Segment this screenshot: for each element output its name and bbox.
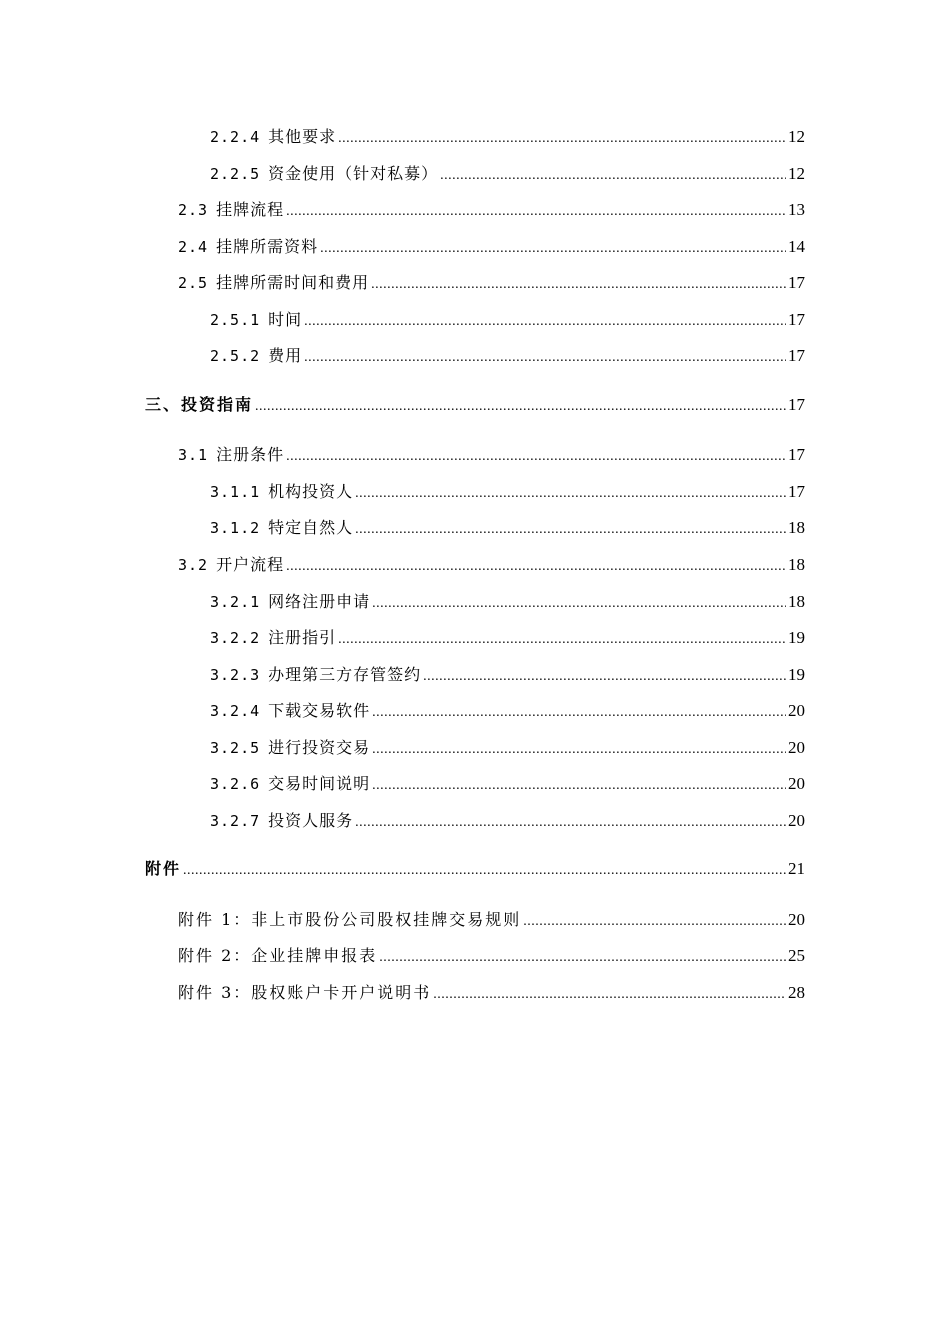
toc-entry-number: 2.5.2 (210, 347, 261, 365)
toc-entry-appendix-1[interactable] (178, 907, 805, 933)
toc-entry-number: 3.2.5 (210, 739, 261, 757)
toc-entry-label (178, 270, 369, 296)
toc-page-number: 21 (788, 859, 805, 878)
toc-page-number: 17 (788, 482, 805, 501)
toc-entry-label (145, 856, 181, 882)
toc-entry-title: 交易时间说明 (268, 774, 371, 793)
toc-entry-label (178, 442, 284, 468)
toc-entry-number: 附件 3： (178, 983, 252, 1002)
toc-entry-label (210, 307, 302, 333)
toc-entry-label (210, 343, 302, 369)
toc-leader-dots (255, 394, 786, 420)
toc-entry-title: 股权账户卡开户说明书 (251, 983, 432, 1002)
toc-leader-dots (355, 517, 786, 543)
toc-entry-title: 办理第三方存管签约 (268, 665, 422, 684)
toc-entry-title: 投资人服务 (268, 811, 354, 830)
toc-leader-dots (371, 272, 786, 298)
toc-leader-dots (440, 163, 786, 189)
toc-page-number: 17 (788, 273, 805, 292)
toc-entry-number: 3.2.7 (210, 812, 261, 830)
toc-entry-label (178, 943, 377, 969)
toc-entry-3-2[interactable] (178, 552, 805, 578)
toc-entry-2-5[interactable] (178, 270, 805, 296)
toc-page-number: 13 (788, 200, 805, 219)
toc-entry-2-4[interactable] (178, 234, 805, 260)
toc-leader-dots (372, 737, 786, 763)
toc-entry-label (210, 625, 336, 651)
toc-entry-number: 3.1.2 (210, 519, 261, 537)
toc-leader-dots (304, 345, 786, 371)
toc-leader-dots (372, 591, 786, 617)
toc-entry-title: 机构投资人 (268, 482, 354, 501)
toc-entry-number: 2.2.4 (210, 128, 261, 146)
toc-page-number: 12 (788, 127, 805, 146)
toc-page-number: 17 (788, 395, 805, 414)
toc-entry-title: 时间 (268, 310, 303, 329)
toc-page-number: 20 (788, 701, 805, 720)
toc-entry-label (178, 234, 318, 260)
toc-entry-number: 3.2.4 (210, 702, 261, 720)
toc-leader-dots (286, 444, 786, 470)
toc-entry-number: 3.1 (178, 446, 209, 464)
toc-entry-2-5-2[interactable] (210, 343, 805, 369)
toc-entry-title: 资金使用（针对私募） (268, 164, 439, 183)
toc-page-number: 20 (788, 910, 805, 929)
toc-page-number: 20 (788, 738, 805, 757)
toc-entry-label (210, 589, 370, 615)
toc-entry-label (210, 698, 370, 724)
toc-entry-label (210, 479, 353, 505)
toc-entry-number: 2.5.1 (210, 311, 261, 329)
toc-entry-title: 网络注册申请 (268, 592, 371, 611)
toc-entry-title: 特定自然人 (268, 518, 354, 537)
toc-entry-number: 3.2.6 (210, 775, 261, 793)
toc-entry-3-1-1[interactable] (210, 479, 805, 505)
toc-entry-number: 3.1.1 (210, 483, 261, 501)
toc-page-number: 20 (788, 811, 805, 830)
toc-entry-number: 附件 1： (178, 910, 252, 929)
toc-entry-title: 下载交易软件 (268, 701, 371, 720)
toc-entry-number: 3.2 (178, 556, 209, 574)
toc-page-number: 18 (788, 518, 805, 537)
toc-leader-dots (304, 309, 786, 335)
toc-entry-3-2-3[interactable] (210, 662, 805, 688)
toc-entry-3-2-1[interactable] (210, 589, 805, 615)
toc-entry-3-2-4[interactable] (210, 698, 805, 724)
toc-entry-label (145, 392, 253, 418)
toc-entry-label (178, 552, 284, 578)
toc-entry-number: 2.5 (178, 274, 209, 292)
toc-entry-number: 附件 2： (178, 946, 252, 965)
toc-page-number: 14 (788, 237, 805, 256)
toc-entry-label (210, 808, 353, 834)
toc-entry-title: 进行投资交易 (268, 738, 371, 757)
toc-entry-number: 3.2.2 (210, 629, 261, 647)
toc-page-number: 18 (788, 592, 805, 611)
toc-entry-label (210, 515, 353, 541)
toc-entry-label (210, 771, 370, 797)
toc-entry-chapter-3[interactable] (145, 392, 805, 418)
toc-entry-label (210, 161, 438, 187)
toc-entry-3-1-2[interactable] (210, 515, 805, 541)
toc-leader-dots (338, 627, 786, 653)
toc-entry-label (210, 124, 336, 150)
toc-entry-2-2-4[interactable] (210, 124, 805, 150)
toc-entry-3-2-5[interactable] (210, 735, 805, 761)
toc-leader-dots (433, 982, 786, 1008)
toc-entry-appendices[interactable] (145, 856, 805, 882)
toc-entry-title: 注册指引 (268, 628, 337, 647)
toc-leader-dots (320, 236, 786, 262)
toc-entry-3-2-2[interactable] (210, 625, 805, 651)
toc-leader-dots (423, 664, 786, 690)
toc-leader-dots (183, 858, 786, 884)
toc-entry-label (178, 980, 431, 1006)
toc-page-number: 20 (788, 774, 805, 793)
toc-entry-2-2-5[interactable] (210, 161, 805, 187)
toc-entry-label (178, 197, 284, 223)
toc-entry-3-1[interactable] (178, 442, 805, 468)
toc-leader-dots (355, 481, 786, 507)
toc-entry-number: 2.2.5 (210, 165, 261, 183)
toc-page-number: 17 (788, 346, 805, 365)
toc-page-number: 19 (788, 628, 805, 647)
toc-leader-dots (338, 126, 786, 152)
toc-entry-2-3[interactable] (178, 197, 805, 223)
toc-leader-dots (372, 773, 786, 799)
toc-entry-label (210, 662, 421, 688)
toc-entry-title: 挂牌流程 (216, 200, 285, 219)
toc-entry-appendix-2[interactable] (178, 943, 805, 969)
toc-entry-title: 非上市股份公司股权挂牌交易规则 (251, 910, 522, 929)
toc-entry-number: 2.3 (178, 201, 209, 219)
toc-entry-title: 开户流程 (216, 555, 285, 574)
toc-entry-number: 3.2.1 (210, 593, 261, 611)
toc-entry-label (178, 907, 521, 933)
toc-page-number: 28 (788, 983, 805, 1002)
toc-page-number: 18 (788, 555, 805, 574)
toc-leader-dots (379, 945, 786, 971)
toc-leader-dots (372, 700, 786, 726)
toc-entry-title: 费用 (268, 346, 303, 365)
toc-entry-number: 三、 (145, 395, 182, 414)
toc-entry-title: 挂牌所需时间和费用 (216, 273, 370, 292)
toc-leader-dots (355, 810, 786, 836)
toc-page-number: 25 (788, 946, 805, 965)
toc-entry-title: 投资指南 (181, 395, 254, 414)
toc-entry-label (210, 735, 370, 761)
toc-entry-2-5-1[interactable] (210, 307, 805, 333)
toc-leader-dots (286, 199, 786, 225)
toc-entry-title: 注册条件 (216, 445, 285, 464)
toc-entry-title: 企业挂牌申报表 (251, 946, 378, 965)
toc-page-number: 19 (788, 665, 805, 684)
toc-entry-number: 2.4 (178, 238, 209, 256)
toc-entry-3-2-6[interactable] (210, 771, 805, 797)
toc-page-number: 17 (788, 445, 805, 464)
toc-leader-dots (286, 554, 786, 580)
toc-entry-title: 挂牌所需资料 (216, 237, 319, 256)
toc-page-number: 17 (788, 310, 805, 329)
toc-entry-appendix-3[interactable] (178, 980, 805, 1006)
toc-entry-title: 其他要求 (268, 127, 337, 146)
toc-page-number: 12 (788, 164, 805, 183)
toc-entry-title: 附件 (145, 859, 182, 878)
toc-entry-3-2-7[interactable] (210, 808, 805, 834)
toc-leader-dots (523, 909, 786, 935)
toc-entry-number: 3.2.3 (210, 666, 261, 684)
